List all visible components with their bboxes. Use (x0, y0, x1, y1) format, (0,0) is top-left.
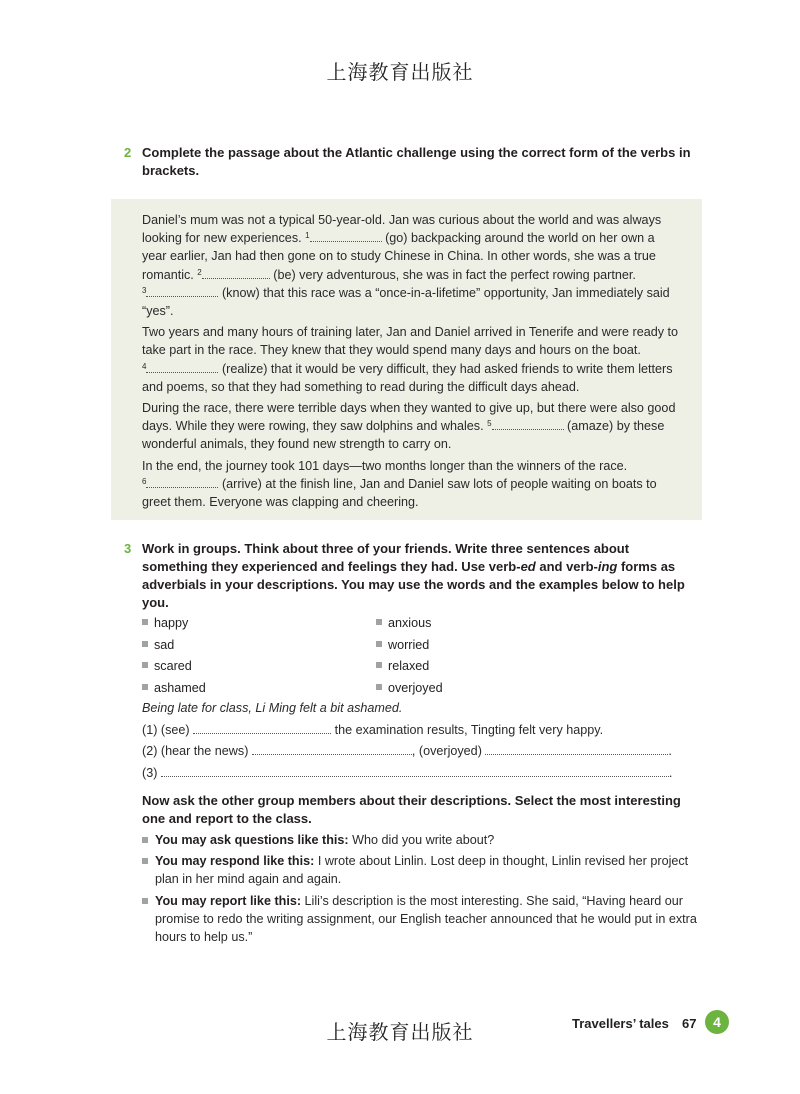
answer-blank[interactable] (252, 743, 412, 755)
passage-paragraph-4: In the end, the journey took 101 days—two months longer than the winners of the race. $^6$ (arrive) at the finish line, Jan and Daniel saw lots of people waiting on boats to greet them. Everyone was clapping and cheering. (142, 458, 657, 510)
word-list-right (376, 614, 443, 700)
bullet-square-icon (142, 641, 148, 647)
ask-instruction: Now ask the other group members about their descriptions. Select the most interesting one and report to the class. (142, 793, 681, 826)
task-2-heading (124, 144, 694, 180)
task-3-instruction: Work in groups. Think about three of your friends. Write three sentences about something they experienced and feelings they had. Use verb-ed and verb-ing forms as adverbials in your descriptions. You may use the words and the examples below to help you. (142, 541, 685, 610)
unit-badge: 4 (705, 1010, 729, 1034)
section-title: Travellers’ tales (572, 1016, 669, 1031)
list-item: happy (142, 614, 206, 636)
blank-2[interactable] (202, 266, 270, 279)
blank-5-number: 5 (487, 419, 492, 429)
list-item: You may report like this: Lili’s description is the most interesting. She said, “Having heard our promise to redo the writing assignment, our English teacher announced that he would put in extra hours to help us.” (142, 892, 702, 947)
page-number: 67 (682, 1016, 697, 1031)
blank-1[interactable] (310, 229, 382, 242)
answer-blank[interactable] (193, 722, 331, 734)
list-item: sad (142, 636, 206, 658)
answer-blank[interactable] (161, 765, 669, 777)
passage-box (111, 199, 702, 520)
passage-paragraph-3: During the race, there were terrible days when they wanted to give up, but there were also good days. While they were rowing, they saw dolphins and whales. $^5$ (amaze) by these wonderful animals, they found new strength to carry on. (142, 401, 676, 452)
bullet-square-icon (142, 837, 148, 843)
ask-list (142, 831, 702, 949)
bullet-square-icon (142, 662, 148, 668)
blank-4[interactable] (146, 360, 218, 373)
blank-2-number: 2 (197, 267, 202, 277)
bullet-square-icon (376, 662, 382, 668)
publisher-watermark-top: 上海教育出版社 (326, 60, 474, 84)
task-2-number: 2 (124, 145, 132, 160)
exercise-line-1: (1) (see) the examination results, Tingting felt very happy. (142, 723, 604, 737)
list-item: anxious (376, 614, 443, 636)
list-item: You may respond like this: I wrote about Linlin. Lost deep in thought, Linlin revised her project plan in her mind again and again. (142, 852, 702, 888)
bullet-square-icon (376, 619, 382, 625)
list-item: You may ask questions like this: Who did you write about? (142, 831, 702, 849)
bullet-square-icon (376, 684, 382, 690)
example-sentence: Being late for class, Li Ming felt a bit ashamed. (142, 701, 403, 715)
task-2-instruction: Complete the passage about the Atlantic challenge using the correct form of the verbs in brackets. (142, 145, 691, 178)
blank-5[interactable] (492, 417, 564, 430)
blank-3-number: 3 (142, 285, 147, 295)
list-item: overjoyed (376, 679, 443, 701)
bullet-square-icon (376, 641, 382, 647)
bullet-square-icon (142, 858, 148, 864)
blank-1-number: 1 (305, 231, 310, 241)
bullet-square-icon (142, 684, 148, 690)
publisher-watermark-bottom: 上海教育出版社 (326, 1020, 474, 1044)
list-item: relaxed (376, 657, 443, 679)
blank-4-number: 4 (142, 361, 147, 371)
bullet-square-icon (142, 898, 148, 904)
exercise-line-3: (3) . (142, 766, 673, 780)
task-3-number: 3 (124, 541, 132, 556)
passage-paragraph-2: Two years and many hours of training later, Jan and Daniel arrived in Tenerife and were ready to take part in the race. They knew that they would spend many days and hours on the boat. $^4$ (realize) that it would be very difficult, they had asked friends to write them letters and poems, so that they had something to read during the difficult days ahead. (142, 325, 679, 394)
blank-6[interactable] (146, 475, 218, 488)
word-list-left (142, 614, 206, 700)
answer-blank[interactable] (485, 743, 668, 755)
list-item: worried (376, 636, 443, 658)
passage-paragraph-1: Daniel’s mum was not a typical 50-year-old. Jan was curious about the world and was always looking for new experiences. $^1$ (go) backpacking around the world on her own a year earlier, Jan had then gone on to study Chinese in China. In other words, she was a true romantic. $^2$ (be) very adventurous, she was in fact the perfect rowing partner. $^3$ (know) that this race was a “once-in-a-lifetime” opportunity, Jan immediately said “yes”. (142, 213, 670, 319)
blank-3[interactable] (146, 284, 218, 297)
bullet-square-icon (142, 619, 148, 625)
blank-6-number: 6 (142, 476, 147, 486)
exercise-line-2: (2) (hear the news) , (overjoyed) . (142, 744, 672, 758)
list-item: scared (142, 657, 206, 679)
task-3-heading (124, 540, 694, 612)
list-item: ashamed (142, 679, 206, 701)
